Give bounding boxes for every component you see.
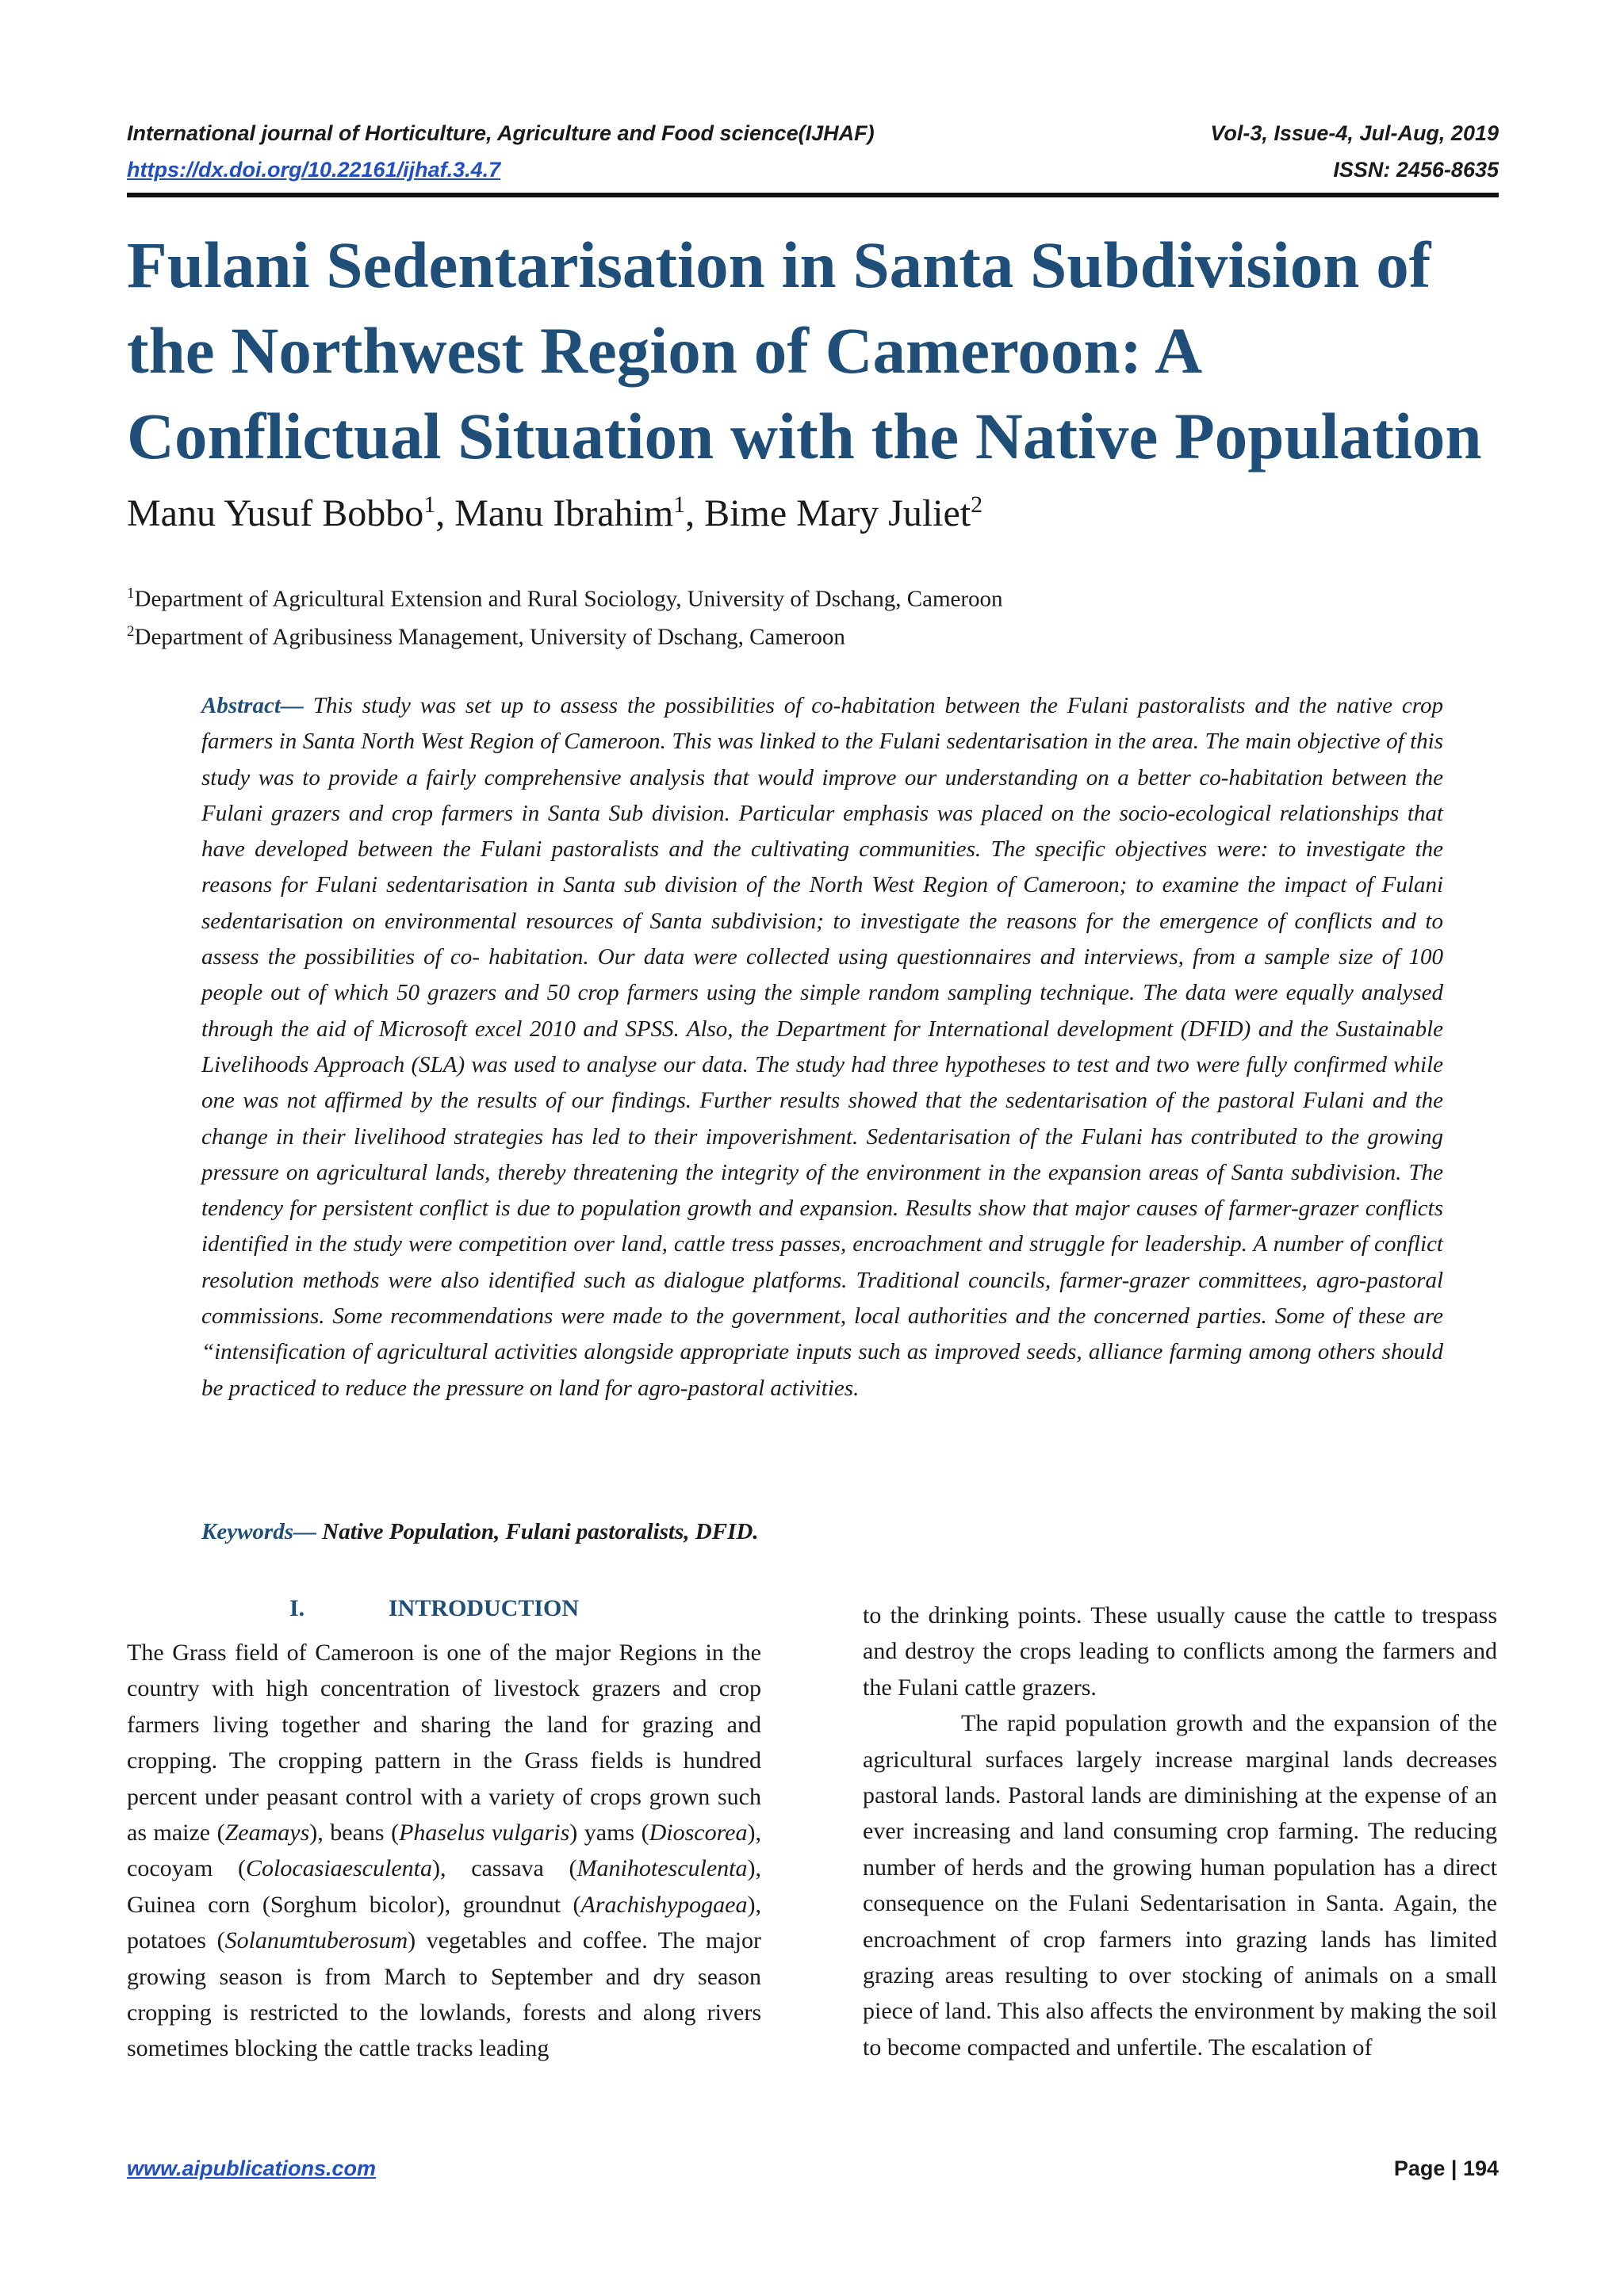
affiliation-1 — [127, 585, 1003, 613]
right-column — [863, 1598, 1497, 2065]
keywords-label: Keywords— — [201, 1519, 316, 1544]
abstract-label: Abstract— — [201, 693, 304, 718]
header-rule — [127, 193, 1499, 197]
species-name: Phaselus vulgaris — [399, 1820, 570, 1846]
text-run: ), Guinea corn (Sorghum bicolor), groundnut ( — [127, 1855, 761, 1918]
affiliation-text: Department of Agribusiness Management, University of Dschang, Cameroon — [134, 624, 845, 650]
left-column — [127, 1635, 761, 2067]
affiliation-sup: 1 — [127, 585, 135, 602]
abstract — [201, 688, 1443, 1406]
species-name: Solanumtuberosum — [224, 1927, 408, 1954]
intro-paragraph: The rapid population growth and the expansion of the agricultural surfaces largely increase marginal lands decreases pastoral lands. Pastoral lands are diminishing at the expense of an ever increasing and land consuming crop farming. The reducing number of herds and the growing human population has a direct consequence on the Fulani Sedentarisation in Santa. Again, the encroachment of crop farmers into grazing lands has limited grazing areas resulting to over stocking of animals on a small piece of land. This also affects the environment by making the soil to become compacted and unfertile. The escalation of — [863, 1710, 1497, 2061]
intro-paragraph — [127, 1635, 761, 2067]
text-run: ) yams ( — [569, 1820, 649, 1846]
text-run: ) vegetables and coffee. The major growing season is from March to September and dry season cropping is restricted to the lowlands, forests and along rivers sometimes blocking the cattle tracks leading — [127, 1927, 762, 2062]
text-run: ), beans ( — [309, 1820, 400, 1846]
author-name: Manu Ibrahim — [454, 492, 674, 534]
section-title: INTRODUCTION — [389, 1595, 580, 1621]
keywords-text: Native Population, Fulani pastoralists, DFID. — [316, 1519, 759, 1544]
page-number: Page | 194 — [1393, 2156, 1499, 2180]
author-list: Manu Yusuf Bobbo$^1$, Manu Ibrahim$^1$, Bime Mary Juliet$^2$ — [127, 492, 983, 534]
affiliation-text: Department of Agricultural Extension and Rural Sociology, University of Dschang, Cameroon — [134, 586, 1003, 612]
species-name: Arachishypogaea — [580, 1891, 748, 1918]
abstract-text: This study was set up to assess the possibilities of co-habitation between the Fulani pastoralists and the native crop farmers in Santa North West Region of Cameroon. This was linked to the Fulani sedentarisation in the area. The main objective of this study was to provide a fairly comprehensive analysis that would improve our understanding on a better co-habitation between the Fulani grazers and crop farmers in Santa Sub division. Particular emphasis was placed on the socio-ecological relationships that have developed between the Fulani pastoralists and the cultivating communities. The specific objectives were: to investigate the reasons for Fulani sedentarisation in Santa sub division of the North West Region of Cameroon; to examine the impact of Fulani sedentarisation on environmental resources of Santa subdivision; to investigate the reasons for the emergence of conflicts and to assess the possibilities of co- habitation. Our data were collected using questionnaires and interviews, from a sample size of 100 people out of which 50 grazers and 50 crop farmers using the simple random sampling technique. The data were equally analysed through the aid of Microsoft excel 2010 and SPSS. Also, the Department for International development (DFID) and the Sustainable Livelihoods Approach (SLA) was used to analyse our data. The study had three hypotheses to test and two were fully confirmed while one was not affirmed by the results of our findings. Further results showed that the sedentarisation of the pastoral Fulani and the change in their livelihood strategies has led to their impoverishment. Sedentarisation of the Fulani has contributed to the growing pressure on agricultural lands, thereby threatening the integrity of the environment in the expansion areas of Santa subdivision. The tendency for persistent conflict is due to population growth and expansion. Results show that major causes of farmer-grazer conflicts identified in the study were competition over land, cattle tress passes, encroachment and struggle for leadership. A number of conflict resolution methods were also identified such as dialogue platforms. Traditional councils, farmer-grazer committees, agro-pastoral commissions. Some recommendations were made to the government, local authorities and the concerned parties. Some of these are “intensification of agricultural activities alongside appropriate inputs such as improved seeds, alliance farming among others should be practiced to reduce the pressure on land for agro-pastoral activities. — [201, 693, 1443, 1401]
author-name: Bime Mary Juliet — [704, 492, 971, 534]
section-number: I. — [289, 1595, 305, 1621]
text-run: ), cassava ( — [431, 1855, 577, 1882]
keywords — [201, 1519, 759, 1545]
author-affil-sup: 2 — [971, 492, 983, 518]
text-run: ), potatoes ( — [127, 1891, 761, 1954]
species-name: Colocasiaesculenta — [246, 1855, 432, 1882]
author-affil-sup: 1 — [423, 492, 436, 518]
affiliation-2 — [127, 623, 845, 651]
species-name: Manihotesculenta — [576, 1855, 748, 1882]
text-run: ), cocoyam ( — [127, 1820, 761, 1882]
publisher-link[interactable]: www.aipublications.com — [127, 2156, 377, 2180]
affiliation-sup: 2 — [127, 623, 135, 640]
journal-name: International journal of Horticulture, Agriculture and Food science(IJHAF) — [127, 121, 875, 145]
volume-info: Vol-3, Issue-4, Jul-Aug, 2019 — [1210, 121, 1499, 145]
species-name: Zeamays — [224, 1820, 310, 1846]
doi-link[interactable]: https://dx.doi.org/10.22161/ijhaf.3.4.7 — [127, 158, 501, 182]
paper-title: Fulani Sedentarisation in Santa Subdivision of the Northwest Region of Cameroon: A Conflictual Situation with the Native Population — [127, 228, 1482, 473]
intro-paragraph: to the drinking points. These usually cause the cattle to trespass and destroy the crops leading to conflicts among the farmers and the Fulani cattle grazers. — [863, 1602, 1497, 1701]
issn: ISSN: 2456-8635 — [1333, 158, 1499, 182]
author-name: Manu Yusuf Bobbo — [127, 492, 424, 534]
author-affil-sup: 1 — [673, 492, 686, 518]
species-name: Dioscorea — [649, 1820, 748, 1846]
text-run: The Grass field of Cameroon is one of the major Regions in the country with high concentration of livestock grazers and crop farmers living together and sharing the land for grazing and cropping. The cropping pattern in the Grass fields is hundred percent under peasant control with a variety of crops grown such as maize ( — [127, 1640, 761, 1846]
